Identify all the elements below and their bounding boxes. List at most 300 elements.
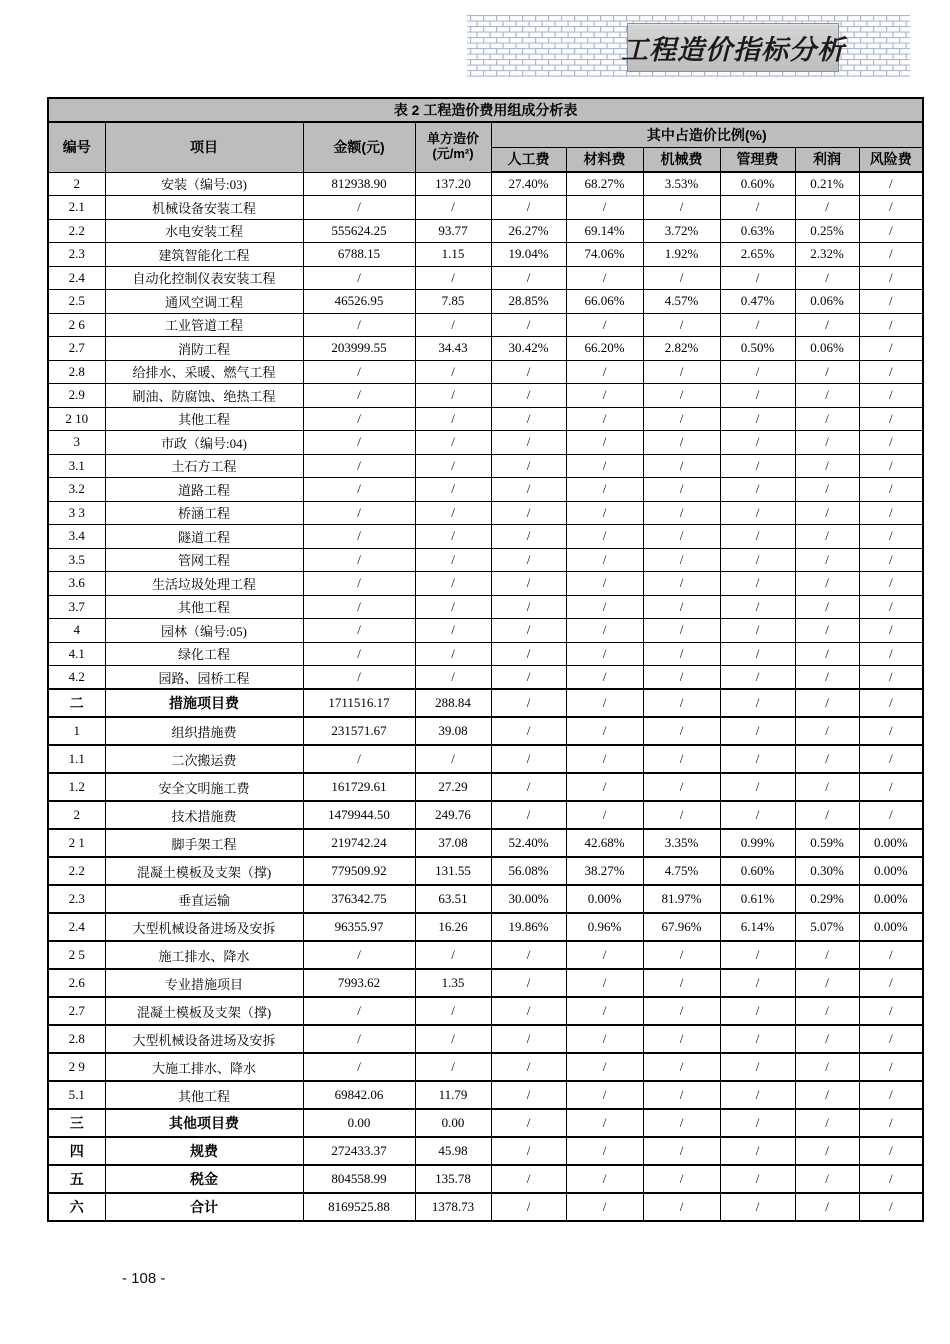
cell-risk-pct: /	[859, 525, 923, 549]
cell-profit-pct: /	[795, 501, 859, 525]
cell-material-pct: 68.27%	[566, 172, 643, 196]
cell-material-pct: /	[566, 801, 643, 829]
cell-unit-cost: 135.78	[415, 1165, 491, 1193]
cell-item: 绿化工程	[105, 642, 303, 666]
cell-risk-pct: /	[859, 642, 923, 666]
cell-amount: /	[303, 941, 415, 969]
cell-unit-cost: /	[415, 548, 491, 572]
cell-item: 水电安装工程	[105, 219, 303, 243]
cell-risk-pct: /	[859, 196, 923, 220]
cell-unit-cost: /	[415, 572, 491, 596]
cell-unit-cost: /	[415, 1053, 491, 1081]
cell-no: 2.2	[48, 219, 105, 243]
cell-machine-pct: /	[643, 407, 720, 431]
cell-labor-pct: /	[491, 572, 566, 596]
cell-mgmt-pct: /	[720, 689, 795, 717]
cell-item: 自动化控制仪表安装工程	[105, 266, 303, 290]
cell-material-pct: /	[566, 1193, 643, 1221]
cell-profit-pct: /	[795, 1137, 859, 1165]
table-title: 表 2 工程造价费用组成分析表	[48, 98, 923, 122]
cell-labor-pct: /	[491, 969, 566, 997]
cell-labor-pct: /	[491, 454, 566, 478]
cell-unit-cost: 27.29	[415, 773, 491, 801]
cell-material-pct: 74.06%	[566, 243, 643, 267]
table-header-row-1	[48, 122, 923, 147]
table-row	[48, 548, 923, 572]
cell-amount: 231571.67	[303, 717, 415, 745]
cell-machine-pct: /	[643, 431, 720, 455]
cell-mgmt-pct: /	[720, 666, 795, 690]
cell-mgmt-pct: /	[720, 941, 795, 969]
cell-labor-pct: /	[491, 941, 566, 969]
cell-profit-pct: /	[795, 525, 859, 549]
cell-amount: /	[303, 997, 415, 1025]
table-row	[48, 1025, 923, 1053]
col-header-unit-cost-line1: 单方造价	[426, 131, 479, 147]
cell-unit-cost: 34.43	[415, 337, 491, 361]
cell-unit-cost: 37.08	[415, 829, 491, 857]
cell-labor-pct: /	[491, 1081, 566, 1109]
cell-machine-pct: /	[643, 384, 720, 408]
cell-labor-pct: /	[491, 384, 566, 408]
cell-mgmt-pct: /	[720, 266, 795, 290]
col-header-labor: 人工费	[491, 147, 566, 172]
cell-machine-pct: /	[643, 548, 720, 572]
cell-material-pct: 69.14%	[566, 219, 643, 243]
cell-material-pct: 0.96%	[566, 913, 643, 941]
cell-mgmt-pct: 6.14%	[720, 913, 795, 941]
cell-no: 2.3	[48, 885, 105, 913]
col-header-unit-cost	[415, 122, 491, 172]
cell-unit-cost: /	[415, 941, 491, 969]
cell-labor-pct: /	[491, 801, 566, 829]
cell-material-pct: /	[566, 619, 643, 643]
cell-profit-pct: 5.07%	[795, 913, 859, 941]
table-row	[48, 885, 923, 913]
table-row	[48, 1081, 923, 1109]
cell-labor-pct: /	[491, 745, 566, 773]
cell-amount: 1711516.17	[303, 689, 415, 717]
cell-machine-pct: /	[643, 266, 720, 290]
cell-material-pct: /	[566, 1081, 643, 1109]
cell-labor-pct: /	[491, 360, 566, 384]
cell-item: 安全文明施工费	[105, 773, 303, 801]
cell-profit-pct: /	[795, 689, 859, 717]
cell-item: 刷油、防腐蚀、绝热工程	[105, 384, 303, 408]
table-row	[48, 666, 923, 690]
cell-profit-pct: 0.06%	[795, 337, 859, 361]
cell-mgmt-pct: /	[720, 478, 795, 502]
cell-machine-pct: /	[643, 313, 720, 337]
cell-mgmt-pct: 0.60%	[720, 857, 795, 885]
cell-machine-pct: /	[643, 642, 720, 666]
cell-unit-cost: /	[415, 384, 491, 408]
cell-risk-pct: /	[859, 478, 923, 502]
cell-labor-pct: /	[491, 717, 566, 745]
cell-labor-pct: /	[491, 689, 566, 717]
cell-amount: /	[303, 313, 415, 337]
cell-mgmt-pct: /	[720, 407, 795, 431]
cell-no: 2 9	[48, 1053, 105, 1081]
table-row	[48, 266, 923, 290]
cell-item: 机械设备安装工程	[105, 196, 303, 220]
cell-unit-cost: /	[415, 666, 491, 690]
cell-no: 2.7	[48, 337, 105, 361]
table-row	[48, 478, 923, 502]
cell-machine-pct: /	[643, 997, 720, 1025]
cell-profit-pct: /	[795, 642, 859, 666]
cell-item: 市政（编号:04)	[105, 431, 303, 455]
cell-item: 大型机械设备进场及安拆	[105, 913, 303, 941]
cell-profit-pct: /	[795, 196, 859, 220]
cell-item: 混凝土模板及支架（撑)	[105, 857, 303, 885]
cell-machine-pct: 1.92%	[643, 243, 720, 267]
cell-profit-pct: 0.25%	[795, 219, 859, 243]
cost-table-container	[47, 97, 924, 1222]
cell-risk-pct: /	[859, 360, 923, 384]
cell-item: 道路工程	[105, 478, 303, 502]
cell-labor-pct: /	[491, 407, 566, 431]
cell-item: 大施工排水、降水	[105, 1053, 303, 1081]
cell-labor-pct: 27.40%	[491, 172, 566, 196]
cell-machine-pct: /	[643, 360, 720, 384]
cell-no: 2 1	[48, 829, 105, 857]
cell-no: 4	[48, 619, 105, 643]
cell-machine-pct: /	[643, 525, 720, 549]
cell-material-pct: /	[566, 266, 643, 290]
cell-profit-pct: /	[795, 773, 859, 801]
cell-profit-pct: /	[795, 1025, 859, 1053]
cell-item: 给排水、采暖、燃气工程	[105, 360, 303, 384]
cell-risk-pct: 0.00%	[859, 913, 923, 941]
cell-machine-pct: 3.53%	[643, 172, 720, 196]
cell-machine-pct: 2.82%	[643, 337, 720, 361]
cell-machine-pct: 4.75%	[643, 857, 720, 885]
cell-risk-pct: /	[859, 1025, 923, 1053]
cell-amount: /	[303, 572, 415, 596]
cell-risk-pct: /	[859, 666, 923, 690]
cell-risk-pct: /	[859, 572, 923, 596]
cell-mgmt-pct: /	[720, 745, 795, 773]
cell-no: 1.1	[48, 745, 105, 773]
cell-machine-pct: /	[643, 745, 720, 773]
table-row	[48, 407, 923, 431]
cell-mgmt-pct: /	[720, 642, 795, 666]
cell-amount: /	[303, 266, 415, 290]
cell-unit-cost: 39.08	[415, 717, 491, 745]
cell-profit-pct: /	[795, 666, 859, 690]
cell-material-pct: /	[566, 997, 643, 1025]
table-row	[48, 219, 923, 243]
col-header-risk: 风险费	[859, 147, 923, 172]
cell-material-pct: 38.27%	[566, 857, 643, 885]
table-row	[48, 829, 923, 857]
cell-risk-pct: /	[859, 717, 923, 745]
cell-risk-pct: /	[859, 689, 923, 717]
cell-labor-pct: 56.08%	[491, 857, 566, 885]
table-row	[48, 1165, 923, 1193]
cell-no: 1	[48, 717, 105, 745]
cell-machine-pct: /	[643, 572, 720, 596]
cell-no: 3.2	[48, 478, 105, 502]
col-header-material: 材料费	[566, 147, 643, 172]
cell-item: 桥涵工程	[105, 501, 303, 525]
cell-item: 建筑智能化工程	[105, 243, 303, 267]
table-row	[48, 857, 923, 885]
table-row	[48, 595, 923, 619]
table-row	[48, 642, 923, 666]
cell-risk-pct: /	[859, 1081, 923, 1109]
cell-no: 3	[48, 431, 105, 455]
table-row	[48, 689, 923, 717]
cell-amount: 779509.92	[303, 857, 415, 885]
cell-risk-pct: /	[859, 969, 923, 997]
cell-amount: /	[303, 666, 415, 690]
cell-machine-pct: /	[643, 454, 720, 478]
table-row	[48, 1053, 923, 1081]
cell-mgmt-pct: /	[720, 313, 795, 337]
cell-item: 安装（编号:03)	[105, 172, 303, 196]
cell-no: 3.1	[48, 454, 105, 478]
cell-profit-pct: 0.59%	[795, 829, 859, 857]
cell-no: 2.2	[48, 857, 105, 885]
cell-mgmt-pct: /	[720, 501, 795, 525]
cell-profit-pct: /	[795, 454, 859, 478]
col-header-unit-cost-line2: (元/m²)	[432, 146, 474, 162]
cell-risk-pct: /	[859, 1137, 923, 1165]
cell-profit-pct: /	[795, 717, 859, 745]
cell-no: 3.6	[48, 572, 105, 596]
table-row	[48, 969, 923, 997]
table-row	[48, 454, 923, 478]
cell-profit-pct: /	[795, 1053, 859, 1081]
cell-item: 组织措施费	[105, 717, 303, 745]
table-row	[48, 997, 923, 1025]
table-row	[48, 431, 923, 455]
col-header-mgmt: 管理费	[720, 147, 795, 172]
table-row	[48, 1137, 923, 1165]
cell-no: 六	[48, 1193, 105, 1221]
cell-material-pct: /	[566, 745, 643, 773]
cell-risk-pct: /	[859, 172, 923, 196]
cell-no: 3.5	[48, 548, 105, 572]
cell-labor-pct: /	[491, 642, 566, 666]
table-row	[48, 801, 923, 829]
table-row	[48, 501, 923, 525]
header-banner	[467, 15, 910, 77]
cell-machine-pct: 81.97%	[643, 885, 720, 913]
cell-amount: 203999.55	[303, 337, 415, 361]
cell-machine-pct: /	[643, 196, 720, 220]
cell-risk-pct: 0.00%	[859, 829, 923, 857]
table-row	[48, 717, 923, 745]
cell-mgmt-pct: 2.65%	[720, 243, 795, 267]
cell-item: 混凝土模板及支架（撑)	[105, 997, 303, 1025]
cell-unit-cost: 63.51	[415, 885, 491, 913]
cell-item: 脚手架工程	[105, 829, 303, 857]
cell-risk-pct: /	[859, 407, 923, 431]
cell-amount: 69842.06	[303, 1081, 415, 1109]
cell-unit-cost: /	[415, 745, 491, 773]
cell-mgmt-pct: /	[720, 1025, 795, 1053]
cell-risk-pct: /	[859, 1053, 923, 1081]
cell-material-pct: 0.00%	[566, 885, 643, 913]
cell-material-pct: /	[566, 407, 643, 431]
cell-no: 2.4	[48, 913, 105, 941]
cell-unit-cost: /	[415, 619, 491, 643]
cell-unit-cost: /	[415, 313, 491, 337]
cell-labor-pct: /	[491, 431, 566, 455]
cell-amount: /	[303, 1025, 415, 1053]
cell-no: 三	[48, 1109, 105, 1137]
cell-unit-cost: 1.15	[415, 243, 491, 267]
cell-risk-pct: /	[859, 801, 923, 829]
cell-machine-pct: 3.72%	[643, 219, 720, 243]
cell-item: 规费	[105, 1137, 303, 1165]
cell-amount: 555624.25	[303, 219, 415, 243]
cell-mgmt-pct: /	[720, 1081, 795, 1109]
cell-material-pct: /	[566, 717, 643, 745]
cell-risk-pct: /	[859, 384, 923, 408]
cell-amount: /	[303, 478, 415, 502]
cell-item: 专业措施项目	[105, 969, 303, 997]
cell-no: 3 3	[48, 501, 105, 525]
cell-unit-cost: 0.00	[415, 1109, 491, 1137]
cell-no: 二	[48, 689, 105, 717]
cell-material-pct: /	[566, 595, 643, 619]
cell-amount: /	[303, 501, 415, 525]
cell-item: 措施项目费	[105, 689, 303, 717]
cell-amount: 804558.99	[303, 1165, 415, 1193]
cell-unit-cost: 11.79	[415, 1081, 491, 1109]
cell-profit-pct: /	[795, 745, 859, 773]
cell-machine-pct: 3.35%	[643, 829, 720, 857]
cell-material-pct: /	[566, 642, 643, 666]
cell-no: 2.9	[48, 384, 105, 408]
cell-material-pct: /	[566, 313, 643, 337]
cell-amount: 0.00	[303, 1109, 415, 1137]
cell-unit-cost: /	[415, 431, 491, 455]
cost-composition-table	[47, 97, 924, 1222]
cell-risk-pct: /	[859, 773, 923, 801]
cell-material-pct: /	[566, 969, 643, 997]
cell-no: 2	[48, 172, 105, 196]
table-row	[48, 337, 923, 361]
cell-item: 工业管道工程	[105, 313, 303, 337]
table-row	[48, 1193, 923, 1221]
table-row	[48, 941, 923, 969]
cell-item: 垂直运输	[105, 885, 303, 913]
cell-labor-pct: /	[491, 1137, 566, 1165]
cell-labor-pct: /	[491, 548, 566, 572]
cell-item: 其他工程	[105, 1081, 303, 1109]
cell-no: 2.5	[48, 290, 105, 314]
cell-material-pct: /	[566, 501, 643, 525]
cell-profit-pct: /	[795, 1109, 859, 1137]
cell-machine-pct: /	[643, 501, 720, 525]
cell-unit-cost: 137.20	[415, 172, 491, 196]
table-row	[48, 196, 923, 220]
table-row	[48, 1109, 923, 1137]
cell-material-pct: /	[566, 1025, 643, 1053]
cell-labor-pct: /	[491, 666, 566, 690]
cell-machine-pct: /	[643, 1109, 720, 1137]
cell-unit-cost: /	[415, 501, 491, 525]
cell-unit-cost: 1.35	[415, 969, 491, 997]
cell-profit-pct: /	[795, 384, 859, 408]
cell-amount: /	[303, 196, 415, 220]
cell-labor-pct: 52.40%	[491, 829, 566, 857]
col-header-item: 项目	[105, 122, 303, 172]
cell-risk-pct: /	[859, 454, 923, 478]
cell-amount: /	[303, 745, 415, 773]
cell-unit-cost: /	[415, 1025, 491, 1053]
cell-material-pct: 66.06%	[566, 290, 643, 314]
cell-labor-pct: 28.85%	[491, 290, 566, 314]
cell-labor-pct: /	[491, 501, 566, 525]
col-header-no: 编号	[48, 122, 105, 172]
cell-material-pct: 66.20%	[566, 337, 643, 361]
cell-item: 技术措施费	[105, 801, 303, 829]
cell-profit-pct: /	[795, 619, 859, 643]
cell-no: 2.4	[48, 266, 105, 290]
cell-amount: 812938.90	[303, 172, 415, 196]
cell-machine-pct: /	[643, 1165, 720, 1193]
cell-item: 其他工程	[105, 407, 303, 431]
cell-profit-pct: /	[795, 313, 859, 337]
cell-item: 管网工程	[105, 548, 303, 572]
cell-profit-pct: /	[795, 407, 859, 431]
cell-unit-cost: /	[415, 196, 491, 220]
cell-profit-pct: /	[795, 997, 859, 1025]
cell-mgmt-pct: 0.60%	[720, 172, 795, 196]
cell-item: 消防工程	[105, 337, 303, 361]
cell-labor-pct: /	[491, 619, 566, 643]
cell-item: 大型机械设备进场及安拆	[105, 1025, 303, 1053]
cell-amount: 46526.95	[303, 290, 415, 314]
cell-no: 2.1	[48, 196, 105, 220]
cell-machine-pct: /	[643, 941, 720, 969]
cell-profit-pct: /	[795, 572, 859, 596]
cell-unit-cost: /	[415, 997, 491, 1025]
cell-material-pct: /	[566, 1053, 643, 1081]
table-row	[48, 360, 923, 384]
cell-mgmt-pct: /	[720, 454, 795, 478]
cell-labor-pct: /	[491, 313, 566, 337]
cell-material-pct: /	[566, 360, 643, 384]
cell-labor-pct: /	[491, 595, 566, 619]
cell-labor-pct: /	[491, 196, 566, 220]
cell-mgmt-pct: /	[720, 1137, 795, 1165]
cell-amount: /	[303, 548, 415, 572]
cell-risk-pct: /	[859, 337, 923, 361]
cell-labor-pct: /	[491, 1193, 566, 1221]
cell-item: 生活垃圾处理工程	[105, 572, 303, 596]
cell-item: 园路、园桥工程	[105, 666, 303, 690]
cell-no: 4.1	[48, 642, 105, 666]
cell-mgmt-pct: /	[720, 717, 795, 745]
cell-mgmt-pct: 0.50%	[720, 337, 795, 361]
cell-labor-pct: 30.00%	[491, 885, 566, 913]
cell-unit-cost: 45.98	[415, 1137, 491, 1165]
cell-machine-pct: /	[643, 1137, 720, 1165]
cell-item: 其他工程	[105, 595, 303, 619]
cell-no: 5.1	[48, 1081, 105, 1109]
table-title-row	[48, 98, 923, 122]
cell-machine-pct: /	[643, 689, 720, 717]
cell-material-pct: /	[566, 196, 643, 220]
cell-machine-pct: /	[643, 1053, 720, 1081]
